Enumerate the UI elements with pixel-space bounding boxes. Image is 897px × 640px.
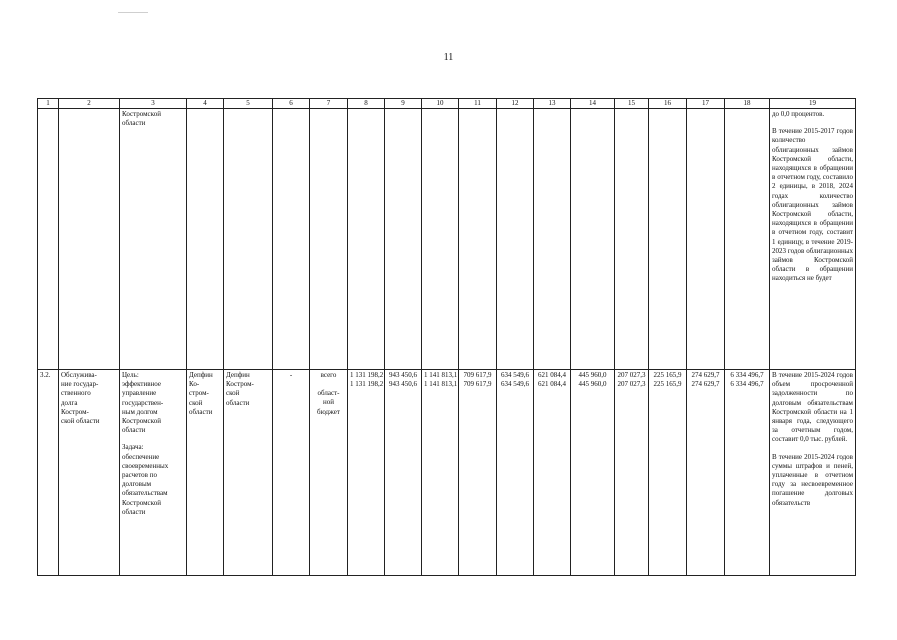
table-row-3-2	[38, 370, 856, 576]
header-cell: 2	[59, 99, 120, 109]
value-regional: 6 334 496,7	[730, 380, 764, 389]
header-cell: 5	[224, 99, 273, 109]
table-cell	[422, 109, 459, 370]
header-cell: 13	[534, 99, 571, 109]
cell-text: -	[289, 371, 293, 379]
value-regional: 225 165,9	[653, 380, 682, 389]
header-cell: 16	[649, 99, 687, 109]
row-number-cell: 3.2.	[38, 370, 59, 576]
header-cell: 15	[615, 99, 649, 109]
cell-text: Депфин Ко- стром- ской области	[189, 371, 213, 416]
table-cell	[38, 109, 59, 370]
value-total: 6 334 496,7	[730, 371, 764, 379]
value-total: 709 617,9	[463, 371, 492, 379]
cell-text: В течение 2015-2024 годов объем просроченной задолженности по долговым обязательствам Костромской области на 1 января года, следующего за отчетным годом, составит 0,0 тыс. рублей.	[772, 371, 853, 444]
table-cell	[224, 109, 273, 370]
value-cell	[687, 370, 725, 576]
header-cell: 10	[422, 99, 459, 109]
table-cell	[224, 370, 273, 576]
value-regional: 1 131 198,2	[350, 380, 384, 389]
table-cell	[725, 109, 770, 370]
value-total: 207 027,3	[617, 371, 646, 379]
cell-text: Обслужива- ние государ- ственного долга Костром- ской области	[61, 371, 100, 426]
value-total: 634 549,6	[501, 371, 529, 379]
table-cell	[273, 370, 310, 576]
table-cell	[571, 109, 615, 370]
value-cell	[422, 370, 459, 576]
table-cell	[59, 109, 120, 370]
value-regional: 1 141 813,1	[424, 380, 458, 389]
table-cell	[649, 109, 687, 370]
cell-text: Депфин Костром- ской области	[226, 371, 254, 407]
value-total: 225 165,9	[653, 371, 682, 379]
goal-text: Цель: эффективное управление государствен- ным долгом Костромской области	[122, 371, 164, 435]
scan-artifact	[118, 12, 148, 13]
header-cell: 12	[497, 99, 534, 109]
table-cell	[310, 370, 348, 576]
cell-text: всего	[320, 371, 337, 379]
value-regional: 634 549,6	[501, 380, 529, 389]
value-cell	[649, 370, 687, 576]
table-row-continued	[38, 109, 856, 370]
program-table	[37, 98, 856, 576]
value-regional: 621 084,4	[538, 380, 566, 389]
table-cell	[120, 109, 187, 370]
value-total: 274 629,7	[691, 371, 720, 379]
value-regional: 709 617,9	[463, 380, 492, 389]
value-cell	[385, 370, 422, 576]
header-cell: 6	[273, 99, 310, 109]
table-cell	[770, 109, 856, 370]
value-cell	[534, 370, 571, 576]
table-cell	[459, 109, 497, 370]
header-cell: 14	[571, 99, 615, 109]
cell-text: В течение 2015-2017 годов количество облигационных займов Костромской области, находящихся в обращении в отчетном году, составило 2 единицы, в 2018, 2024 годах количество облигационных займов Костромской области, находящихся в обращении в отчетном году, составит 1 единицу, в течение 2019-2023 годов облигационных займов Костромской области в обращении находиться не будет	[772, 127, 853, 283]
value-cell	[725, 370, 770, 576]
header-cell: 9	[385, 99, 422, 109]
header-cell: 4	[187, 99, 224, 109]
value-total: 445 960,0	[578, 371, 607, 379]
value-total: 1 141 813,1	[424, 371, 458, 379]
value-cell	[348, 370, 385, 576]
value-regional: 943 450,6	[389, 380, 417, 389]
header-cell: 17	[687, 99, 725, 109]
value-total: 621 084,4	[538, 371, 566, 379]
cell-text: до 0,0 процентов.	[772, 110, 825, 118]
value-cell	[459, 370, 497, 576]
table-cell	[187, 370, 224, 576]
value-total: 943 450,6	[389, 371, 417, 379]
value-regional: 445 960,0	[578, 380, 607, 389]
cell-text: Костромской области	[122, 110, 161, 128]
task-text: Задача: обеспечение своевременных расчетов по долговым обязательствам Костромской области	[122, 443, 169, 516]
cell-text: В течение 2015-2024 годов суммы штрафов и пеней, уплаченные в отчетном году за несвоевременное погашение долговых обязательств	[772, 452, 853, 507]
header-cell: 11	[459, 99, 497, 109]
table-cell	[687, 109, 725, 370]
value-cell	[571, 370, 615, 576]
header-cell: 1	[38, 99, 59, 109]
value-cell	[615, 370, 649, 576]
header-cell: 18	[725, 99, 770, 109]
page-number: 11	[443, 52, 454, 63]
table-cell	[120, 370, 187, 576]
value-regional: 207 027,3	[617, 380, 646, 389]
header-cell: 8	[348, 99, 385, 109]
table-cell	[310, 109, 348, 370]
table-cell	[534, 109, 571, 370]
value-total: 1 131 198,2	[350, 371, 384, 379]
header-cell: 7	[310, 99, 348, 109]
table-cell	[770, 370, 856, 576]
table-cell	[497, 109, 534, 370]
cell-text: област- ной бюджет	[317, 389, 340, 416]
table-cell	[59, 370, 120, 576]
value-regional: 274 629,7	[691, 380, 720, 389]
header-cell: 19	[770, 99, 856, 109]
value-cell	[497, 370, 534, 576]
table-cell	[348, 109, 385, 370]
header-cell: 3	[120, 99, 187, 109]
table-cell	[615, 109, 649, 370]
column-number-row	[38, 99, 856, 109]
table-cell	[273, 109, 310, 370]
table-cell	[385, 109, 422, 370]
table-cell	[187, 109, 224, 370]
